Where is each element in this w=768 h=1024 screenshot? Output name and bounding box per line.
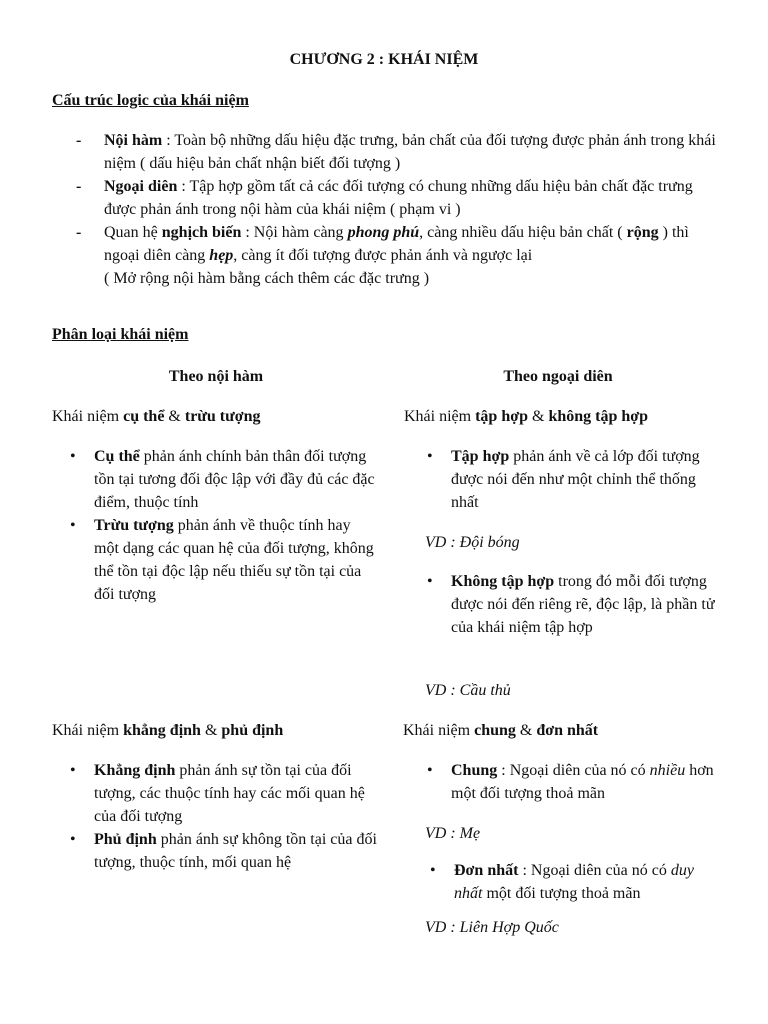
column-heading-noi-ham: Theo nội hàm xyxy=(168,368,264,385)
example-me: VD : Mẹ xyxy=(425,825,481,842)
list-item-khang-dinh: • Khẳng định phản ánh sự tồn tại của đối tượng, các thuộc tính hay các mối quan hệ của đối tượng xyxy=(66,759,382,828)
list-item-cu-the: • Cụ thể phản ánh chính bản thân đối tượng tồn tại tương đối độc lập với đầy đủ các đặc điểm, thuộc tính xyxy=(66,445,378,514)
block-heading-chung-don-nhat: Khái niệm chung & đơn nhất xyxy=(403,722,599,739)
term-nghich-bien: nghịch biến xyxy=(161,224,242,241)
definition-noi-ham: : Toàn bộ những dấu hiệu đặc trưng, bản chất của đối tượng được phản ánh trong khái niệm ( dấu hiệu bản chất nhận biết đối tượng ) xyxy=(104,132,716,172)
dash-bullet: - xyxy=(76,224,82,241)
list-item-ngoai-dien xyxy=(76,175,716,221)
definition-ngoai-dien: : Tập hợp gồm tất cả các đối tượng có chung những dấu hiệu bản chất đặc trưng được phản ánh trong nội hàm của khái niệm ( phạm vi ) xyxy=(104,178,693,218)
bullet-dot: • xyxy=(430,862,436,879)
block-list-khang-dinh-phu-dinh xyxy=(66,759,382,874)
bullet-dot: • xyxy=(427,762,433,779)
block-list-cu-the-truu-tuong xyxy=(66,445,378,606)
bullet-dot: • xyxy=(427,573,433,590)
term-ngoai-dien: Ngoại diên xyxy=(104,178,178,195)
list-item-phu-dinh: • Phủ định phản ánh sự không tồn tại của đối tượng, thuộc tính, mối quan hệ xyxy=(66,828,382,874)
list-item-khong-tap-hop: • Không tập hợp trong đó mỗi đối tượng được nói đến riêng rẽ, độc lập, là phần tử của khái niệm tập hợp xyxy=(423,570,715,639)
section-heading-classification: Phân loại khái niệm xyxy=(52,326,189,343)
list-item-tap-hop: • Tập hợp phản ánh về cả lớp đối tượng được nói đến như một chỉnh thể thống nhất xyxy=(423,445,715,514)
list-item-chung: • Chung : Ngoại diên của nó có nhiều hơn một đối tượng thoả mãn xyxy=(423,759,715,805)
bullet-dot: • xyxy=(70,517,76,534)
term-hep: hẹp xyxy=(209,247,234,264)
dash-bullet: - xyxy=(76,178,82,195)
bullet-dot: • xyxy=(70,448,76,465)
bullet-dot: • xyxy=(70,831,76,848)
logic-structure-list xyxy=(76,129,716,290)
page-title: CHƯƠNG 2 : KHÁI NIỆM xyxy=(289,51,479,68)
example-cau-thu: VD : Cầu thủ xyxy=(425,682,511,699)
section-heading-logic-structure: Cấu trúc logic của khái niệm xyxy=(52,92,249,109)
list-item-don-nhat: • Đơn nhất : Ngoại diên của nó có duy nhất một đối tượng thoả mãn xyxy=(426,859,718,905)
block-heading-tap-hop: Khái niệm tập hợp & không tập hợp xyxy=(404,408,649,425)
term-rong: rộng xyxy=(626,224,659,241)
term-noi-ham: Nội hàm xyxy=(104,132,163,149)
note-mo-rong: ( Mở rộng nội hàm bằng cách thêm các đặc trưng ) xyxy=(104,270,430,287)
list-item-nghich-bien: - Quan hệ nghịch biến : Nội hàm càng phong phú, càng nhiều dấu hiệu bản chất ( rộng ) thì ngoại diên càng hẹp, càng ít đối tượng được phản ánh và ngược lại ( Mở rộng nội hàm bằng cách thêm các đặc trưng ) xyxy=(76,221,716,290)
bullet-dot: • xyxy=(70,762,76,779)
example-doi-bong: VD : Đội bóng xyxy=(425,534,520,551)
dash-bullet: - xyxy=(76,132,82,149)
bullet-dot: • xyxy=(427,448,433,465)
term-phong-phu: phong phú xyxy=(347,224,420,241)
list-item-noi-ham xyxy=(76,129,716,175)
block-heading-khang-dinh-phu-dinh: Khái niệm khẳng định & phủ định xyxy=(52,722,284,739)
list-item-truu-tuong: • Trừu tượng phản ánh về thuộc tính hay một dạng các quan hệ của đối tượng, không thể tồn tại độc lập nếu thiếu sự tồn tại của đối tượng xyxy=(66,514,378,606)
block-heading-cu-the-truu-tuong: Khái niệm cụ thể & trừu tượng xyxy=(52,408,261,425)
column-heading-ngoai-dien: Theo ngoại diên xyxy=(503,368,613,385)
example-lien-hop-quoc: VD : Liên Hợp Quốc xyxy=(425,919,559,936)
